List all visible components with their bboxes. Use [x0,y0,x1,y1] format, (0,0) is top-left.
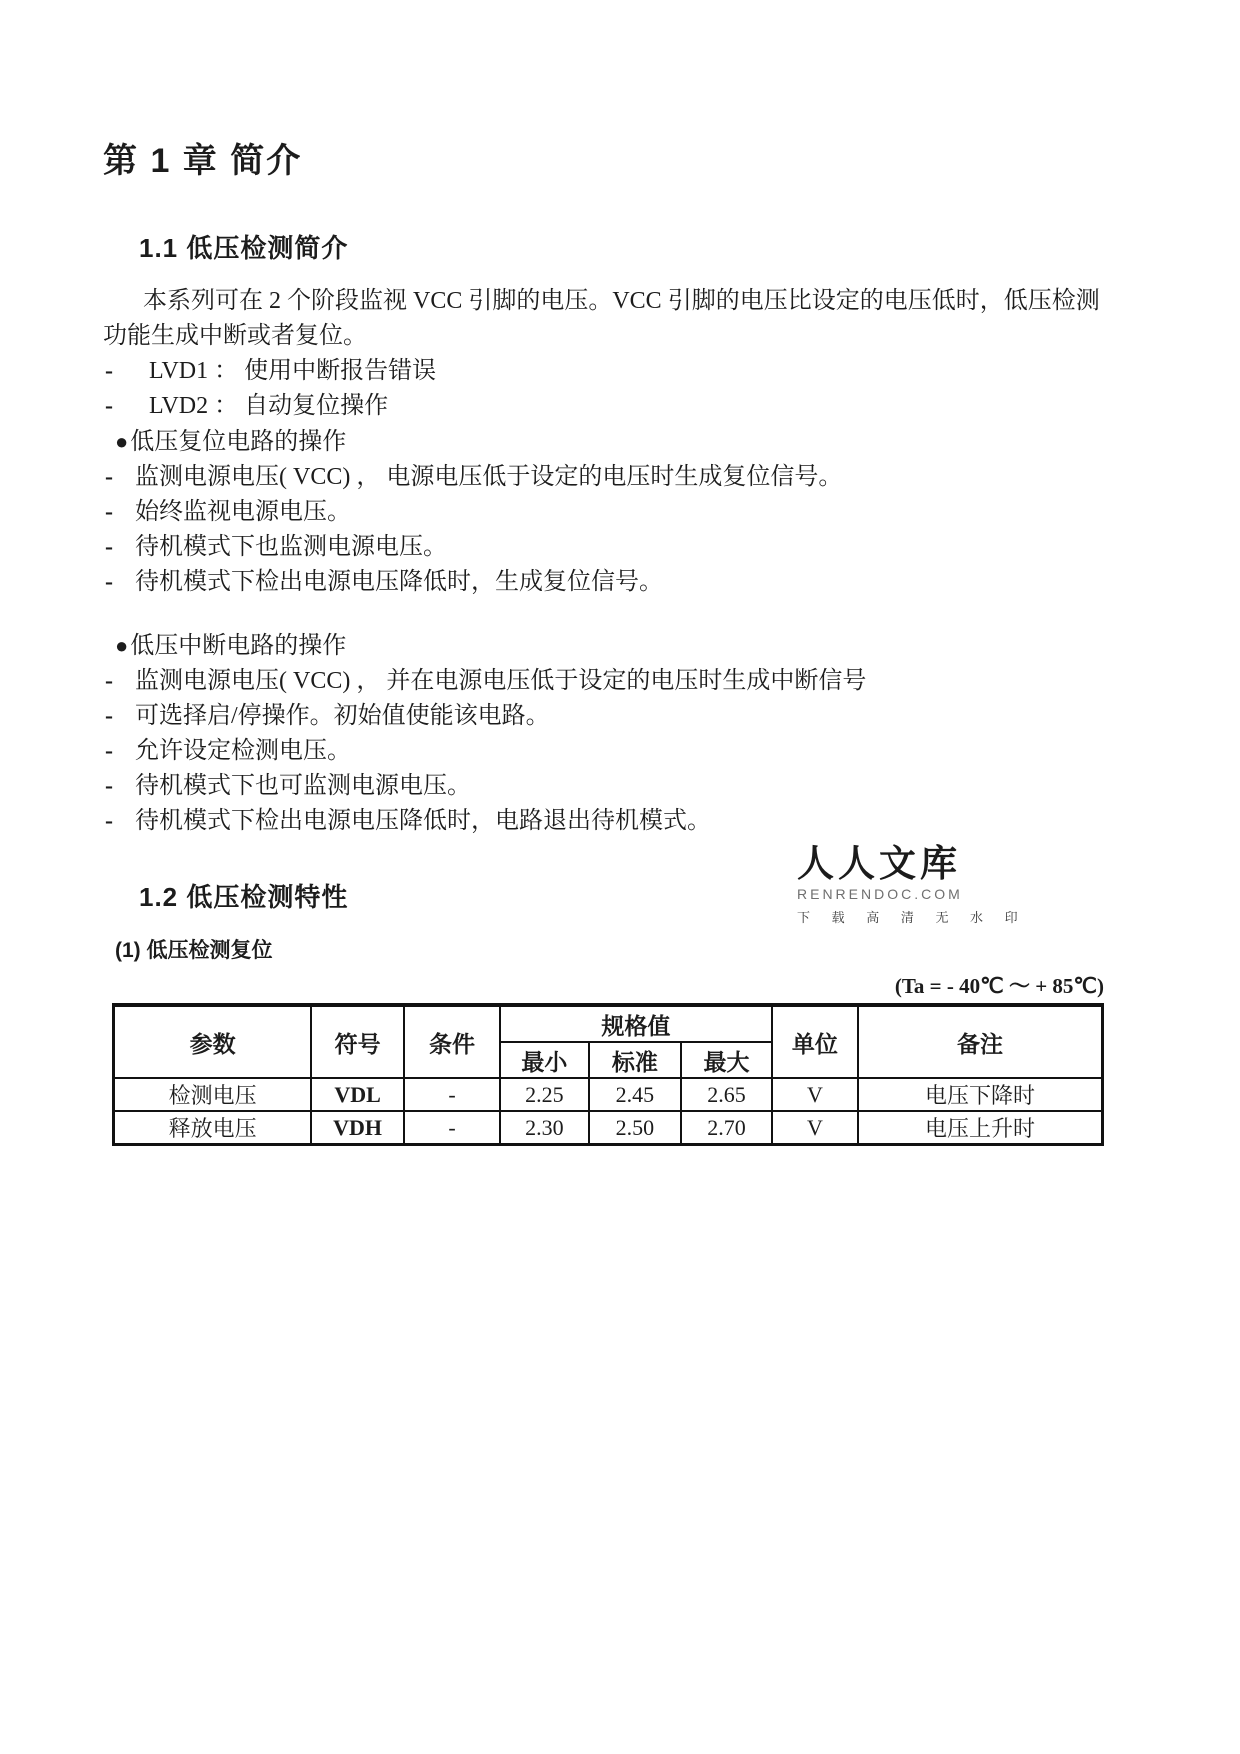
cell-min: 2.30 [500,1111,589,1145]
list-item [103,530,1143,565]
subsection-title: (1) 低压检测复位 [115,939,273,962]
dash-bullet-icon: - [105,773,113,799]
list-item [103,664,1143,699]
list-item-label: 待机模式下也监测电源电压。 [135,534,447,560]
dash-bullet-icon: - [105,808,113,834]
cell-condition: - [404,1078,500,1111]
header-symbol: 符号 [311,1005,404,1078]
table-header-row [114,1005,1103,1042]
cell-unit: V [772,1078,858,1111]
list-item [103,354,1143,389]
section-1-2-heading: 1.2 低压检测特性 [139,882,349,912]
header-typ: 标准 [589,1042,682,1078]
group-title-label: 低压中断电路的操作 [130,633,347,659]
group-title-label: 低压复位电路的操作 [130,429,347,455]
header-param: 参数 [114,1005,312,1078]
page-content [103,138,1143,1146]
section-1-1-heading: 1.1 低压检测简介 [139,233,349,263]
group-title [115,628,1143,664]
header-condition: 条件 [404,1005,500,1078]
spec-table-block [112,973,1104,1146]
header-remark: 备注 [858,1005,1102,1078]
dash-bullet-icon: - [105,499,113,525]
list-item [103,699,1143,734]
chapter-title: 第 1 章 简介 [103,142,303,180]
cell-typ: 2.45 [589,1078,682,1111]
dot-bullet-icon: ● [115,429,129,454]
intro-paragraph [103,284,1143,354]
watermark-logo-text: 人人文库 [797,844,961,885]
list-item [103,804,1143,839]
cell-max: 2.70 [681,1111,772,1145]
dash-bullet-icon: - [105,738,113,764]
header-spec-group: 规格值 [500,1005,772,1042]
dot-bullet-icon: ● [115,633,129,658]
list-item-label: 始终监视电源电压。 [135,499,351,525]
dash-bullet-icon: - [105,393,113,419]
dash-bullet-icon: - [105,569,113,595]
list-item-label: 可选择启/停操作。初始值使能该电路。 [135,703,550,729]
renrendoc-watermark [797,845,1027,926]
cell-remark: 电压上升时 [858,1111,1102,1145]
dash-bullet-icon: - [105,703,113,729]
list-item [103,389,1143,424]
list-item-label: 待机模式下检出电源电压降低时，生成复位信号。 [135,569,663,595]
cell-param: 释放电压 [114,1111,312,1145]
dash-bullet-icon: - [105,464,113,490]
table-row [114,1078,1103,1111]
list-item-label: 监测电源电压( VCC) ， 电源电压低于设定的电压时生成复位信号。 [135,464,843,490]
intro-line-1: 本系列可在 2 个阶段监视 VCC 引脚的电压。VCC 引脚的电压比设定的电压低时，低压检测 [143,288,1100,314]
header-unit: 单位 [772,1005,858,1078]
watermark-domain: RENRENDOC.COM [797,886,963,902]
cell-remark: 电压下降时 [858,1078,1102,1111]
spec-table [112,1003,1104,1146]
list-item [103,460,1143,495]
table-row [114,1111,1103,1145]
cell-symbol: VDL [311,1078,404,1111]
list-item-label: LVD2 ： 自动复位操作 [149,393,389,419]
intro-line-2: 功能生成中断或者复位。 [103,323,367,349]
cell-typ: 2.50 [589,1111,682,1145]
header-min: 最小 [500,1042,589,1078]
temperature-condition: (Ta = - 40℃ ～ + 85℃) [894,974,1104,998]
list-item [103,495,1143,530]
dash-bullet-icon: - [105,358,113,384]
cell-min: 2.25 [500,1078,589,1111]
list-item-label: LVD1 ： 使用中断报告错误 [149,358,437,384]
dash-bullet-icon: - [105,668,113,694]
list-item-label: 允许设定检测电压。 [135,738,351,764]
cell-unit: V [772,1111,858,1145]
header-max: 最大 [681,1042,772,1078]
list-item [103,769,1143,804]
cell-symbol: VDH [311,1111,404,1145]
list-item [103,565,1143,600]
group-title [115,424,1143,460]
list-item-label: 监测电源电压( VCC) ， 并在电源电压低于设定的电压时生成中断信号 [135,668,867,694]
cell-max: 2.65 [681,1078,772,1111]
list-item-label: 待机模式下也可监测电源电压。 [135,773,471,799]
cell-condition: - [404,1111,500,1145]
list-item-label: 待机模式下检出电源电压降低时，电路退出待机模式。 [135,808,711,834]
cell-param: 检测电压 [114,1078,312,1111]
interrupt-group [103,628,1143,839]
dash-bullet-icon: - [105,534,113,560]
list-item [103,734,1143,769]
watermark-tagline: 下 载 高 清 无 水 印 [797,910,1027,925]
